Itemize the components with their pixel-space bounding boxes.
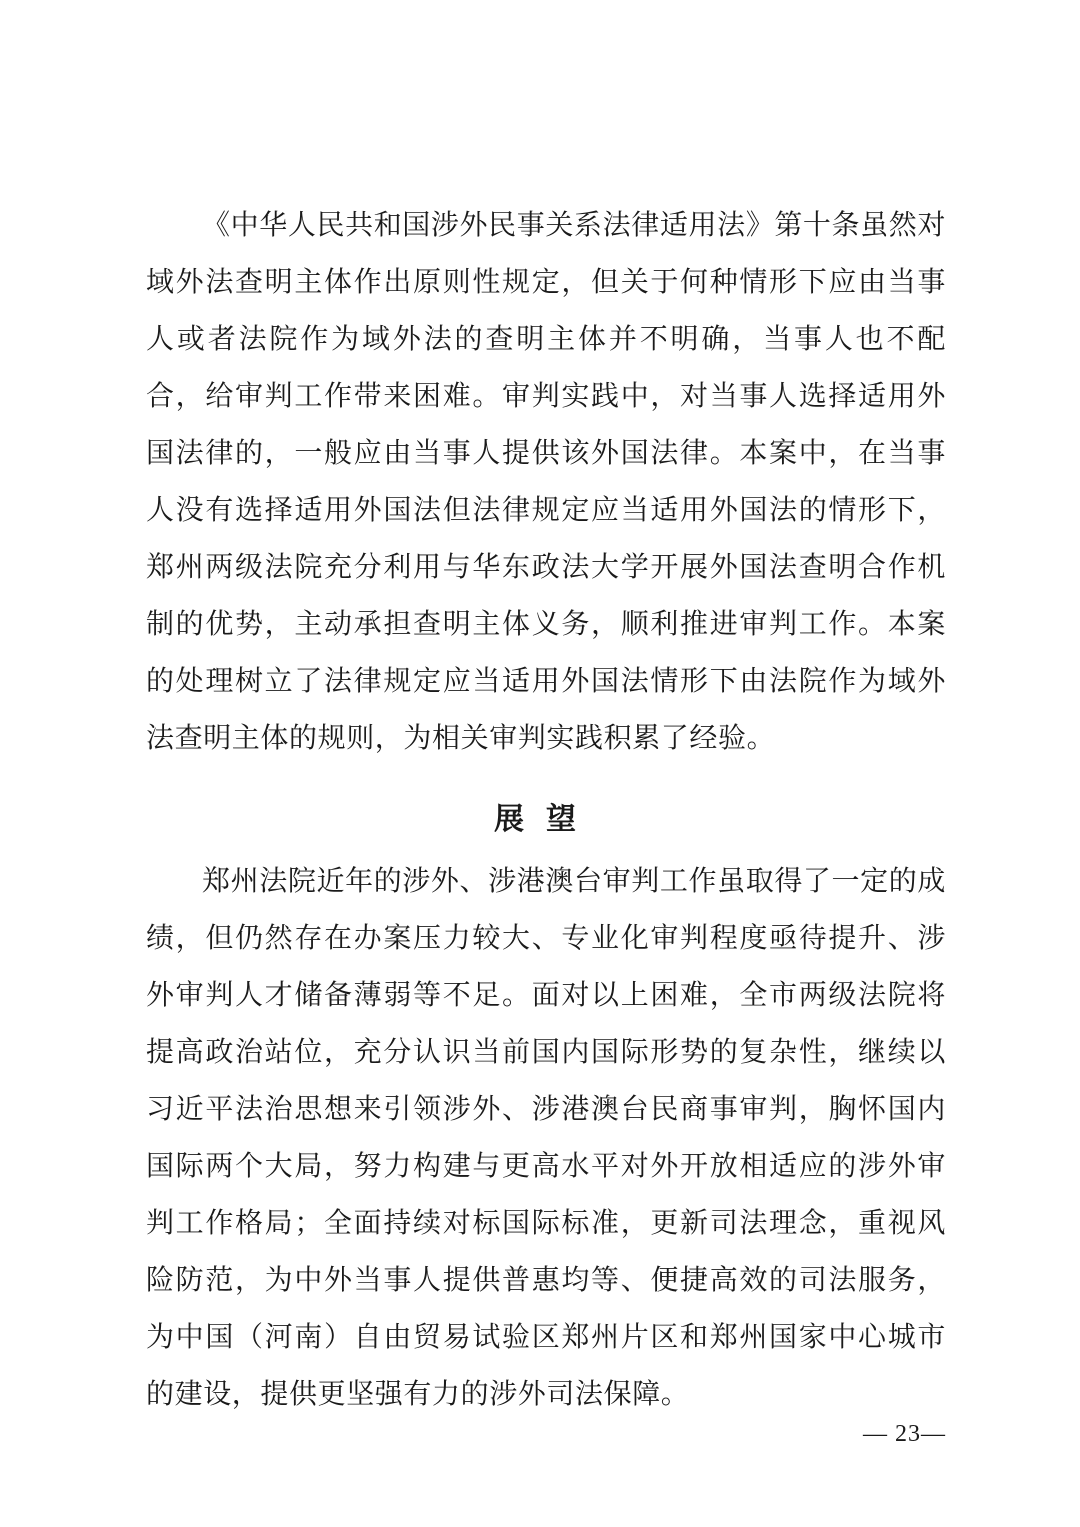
- body-paragraph-2: 郑州法院近年的涉外、涉港澳台审判工作虽取得了一定的成绩，但仍然存在办案压力较大、专业化审判程度亟待提升、涉外审判人才储备薄弱等不足。面对以上困难，全市两级法院将提高政治站位，充分认识当前国内国际形势的复杂性，继续以习近平法治思想来引领涉外、涉港澳台民商事审判，胸怀国内国际两个大局，努力构建与更高水平对外开放相适应的涉外审判工作格局；全面持续对标国际标准，更新司法理念，重视风险防范，为中外当事人提供普惠均等、便捷高效的司法服务，为中国（河南）自由贸易试验区郑州片区和郑州国家中心城市的建设，提供更坚强有力的涉外司法保障。: [146, 864, 946, 1410]
- page-number: — 23—: [863, 1421, 946, 1447]
- section-title: 展望: [494, 802, 598, 837]
- body-paragraph-1: 《中华人民共和国涉外民事关系法律适用法》第十条虽然对域外法查明主体作出原则性规定，但关于何种情形下应由当事人或者法院作为域外法的查明主体并不明确，当事人也不配合，给审判工作带来困难。审判实践中，对当事人选择适用外国法律的，一般应由当事人提供该外国法律。本案中，在当事人没有选择适用外国法但法律规定应当适用外国法的情形下，郑州两级法院充分利用与华东政法大学开展外国法查明合作机制的优势，主动承担查明主体义务，顺利推进审判工作。本案的处理树立了法律规定应当适用外国法情形下由法院作为域外法查明主体的规则，为相关审判实践积累了经验。: [146, 208, 946, 754]
